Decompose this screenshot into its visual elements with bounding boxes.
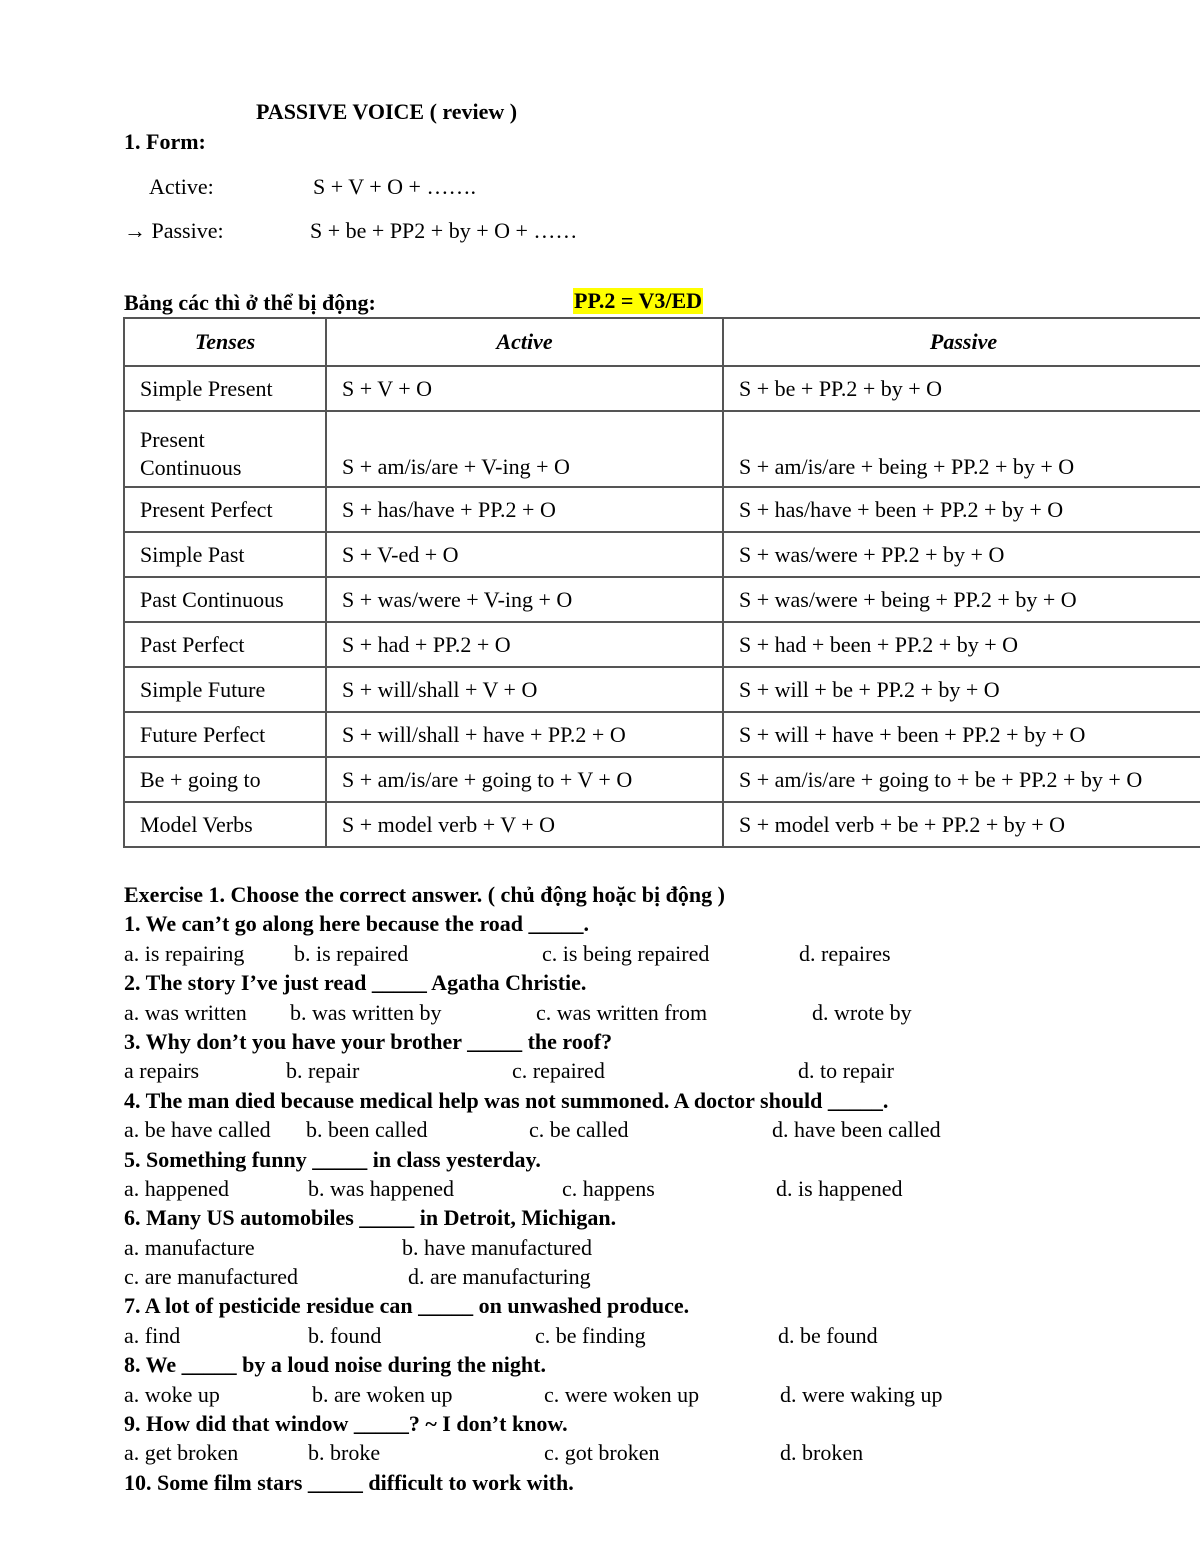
option-c[interactable]: c. is being repaired bbox=[542, 940, 710, 966]
question-4: 4. The man died because medical help was not summoned. A doctor should _____. bbox=[124, 1087, 889, 1113]
tense-cell: Be + going to bbox=[124, 757, 326, 802]
passive-cell: S + will + be + PP.2 + by + O bbox=[723, 667, 1200, 712]
passive-label: → Passive: bbox=[124, 218, 224, 243]
table-row bbox=[124, 411, 1200, 487]
option-c[interactable]: c. repaired bbox=[512, 1058, 605, 1084]
table-row bbox=[124, 667, 1200, 712]
table-row bbox=[124, 622, 1200, 667]
options-row bbox=[124, 1056, 1184, 1085]
option-d[interactable]: d. were waking up bbox=[780, 1381, 943, 1407]
exercise-section bbox=[124, 880, 1184, 1497]
option-c[interactable]: c. be called bbox=[529, 1117, 629, 1143]
options-row bbox=[124, 998, 1184, 1027]
header-tenses: Tenses bbox=[124, 318, 326, 366]
passive-cell: S + am/is/are + being + PP.2 + by + O bbox=[723, 411, 1200, 487]
option-b[interactable]: b. are woken up bbox=[312, 1381, 453, 1407]
option-a[interactable]: a repairs bbox=[124, 1058, 200, 1084]
table-row bbox=[124, 487, 1200, 532]
option-b[interactable]: b. repair bbox=[286, 1058, 360, 1084]
active-cell: S + will/shall + V + O bbox=[326, 667, 723, 712]
options-row bbox=[124, 1262, 1184, 1291]
table-row bbox=[124, 366, 1200, 411]
table-row bbox=[124, 532, 1200, 577]
option-c[interactable]: c. are manufactured bbox=[124, 1264, 299, 1290]
options-row bbox=[124, 939, 1184, 968]
options-row bbox=[124, 1233, 1184, 1262]
question-8: 8. We _____ by a loud noise during the night. bbox=[124, 1352, 546, 1378]
table-row bbox=[124, 802, 1200, 847]
active-cell: S + has/have + PP.2 + O bbox=[326, 487, 723, 532]
active-cell: S + was/were + V-ing + O bbox=[326, 577, 723, 622]
tense-cell: Past Perfect bbox=[124, 622, 326, 667]
option-b[interactable]: b. was written by bbox=[290, 999, 442, 1025]
table-heading: Bảng các thì ở thể bị động: bbox=[124, 290, 376, 315]
header-active: Active bbox=[326, 318, 723, 366]
table-row bbox=[124, 712, 1200, 757]
option-a[interactable]: a. be have called bbox=[124, 1117, 271, 1143]
tense-cell: Future Perfect bbox=[124, 712, 326, 757]
option-a[interactable]: a. woke up bbox=[124, 1381, 220, 1407]
pp-note-highlight: PP.2 = V3/ED bbox=[574, 288, 703, 313]
option-d[interactable]: d. wrote by bbox=[812, 999, 912, 1025]
active-cell: S + had + PP.2 + O bbox=[326, 622, 723, 667]
passive-formula: S + be + PP2 + by + O + …… bbox=[310, 218, 578, 243]
option-c[interactable]: c. got broken bbox=[544, 1440, 660, 1466]
active-formula: S + V + O + ……. bbox=[313, 174, 476, 199]
passive-cell: S + had + been + PP.2 + by + O bbox=[723, 622, 1200, 667]
tense-cell: Present Perfect bbox=[124, 487, 326, 532]
passive-cell: S + model verb + be + PP.2 + by + O bbox=[723, 802, 1200, 847]
tense-cell: Simple Past bbox=[124, 532, 326, 577]
options-row bbox=[124, 1380, 1184, 1409]
option-b[interactable]: b. been called bbox=[306, 1117, 428, 1143]
active-label: Active: bbox=[149, 174, 214, 199]
passive-cell: S + am/is/are + going to + be + PP.2 + by + O bbox=[723, 757, 1200, 802]
passive-cell: S + was/were + being + PP.2 + by + O bbox=[723, 577, 1200, 622]
option-b[interactable]: b. found bbox=[308, 1322, 382, 1348]
question-9: 9. How did that window _____? ~ I don’t know. bbox=[124, 1411, 568, 1437]
question-6: 6. Many US automobiles _____ in Detroit, Michigan. bbox=[124, 1205, 617, 1231]
option-a[interactable]: a. get broken bbox=[124, 1440, 239, 1466]
passive-cell: S + has/have + been + PP.2 + by + O bbox=[723, 487, 1200, 532]
options-row bbox=[124, 1321, 1184, 1350]
option-a[interactable]: a. was written bbox=[124, 999, 247, 1025]
question-1: 1. We can’t go along here because the road _____. bbox=[124, 911, 590, 937]
form-heading: 1. Form: bbox=[124, 129, 206, 154]
option-c[interactable]: c. was written from bbox=[536, 999, 708, 1025]
option-b[interactable]: b. is repaired bbox=[294, 940, 409, 966]
tense-cell: Past Continuous bbox=[124, 577, 326, 622]
question-10: 10. Some film stars _____ difficult to work with. bbox=[124, 1469, 574, 1495]
table-row bbox=[124, 577, 1200, 622]
option-b[interactable]: b. was happened bbox=[308, 1175, 455, 1201]
active-cell: S + am/is/are + V-ing + O bbox=[326, 411, 723, 487]
question-2: 2. The story I’ve just read _____ Agatha Christie. bbox=[124, 970, 587, 996]
option-d[interactable]: d. are manufacturing bbox=[408, 1264, 591, 1290]
option-a[interactable]: a. happened bbox=[124, 1175, 230, 1201]
option-d[interactable]: d. have been called bbox=[772, 1117, 941, 1143]
option-c[interactable]: c. were woken up bbox=[544, 1381, 700, 1407]
active-cell: S + will/shall + have + PP.2 + O bbox=[326, 712, 723, 757]
option-c[interactable]: c. be finding bbox=[535, 1322, 646, 1348]
tense-cell: Present Continuous bbox=[124, 411, 326, 487]
tenses-table bbox=[123, 317, 1200, 848]
option-a[interactable]: a. is repairing bbox=[124, 940, 245, 966]
question-7: 7. A lot of pesticide residue can _____ on unwashed produce. bbox=[124, 1293, 690, 1319]
options-row bbox=[124, 1438, 1184, 1467]
options-row bbox=[124, 1174, 1184, 1203]
option-d[interactable]: d. is happened bbox=[776, 1175, 903, 1201]
option-b[interactable]: b. have manufactured bbox=[402, 1234, 592, 1260]
table-header-row bbox=[124, 318, 1200, 366]
tense-cell: Simple Future bbox=[124, 667, 326, 712]
option-c[interactable]: c. happens bbox=[562, 1175, 655, 1201]
question-3: 3. Why don’t you have your brother _____ the roof? bbox=[124, 1028, 613, 1054]
active-cell: S + V-ed + O bbox=[326, 532, 723, 577]
active-cell: S + model verb + V + O bbox=[326, 802, 723, 847]
option-a[interactable]: a. find bbox=[124, 1322, 181, 1348]
passive-cell: S + was/were + PP.2 + by + O bbox=[723, 532, 1200, 577]
passive-cell: S + be + PP.2 + by + O bbox=[723, 366, 1200, 411]
table-row bbox=[124, 757, 1200, 802]
tense-cell: Simple Present bbox=[124, 366, 326, 411]
question-5: 5. Something funny _____ in class yesterday. bbox=[124, 1146, 541, 1172]
options-row bbox=[124, 1115, 1184, 1144]
tense-cell: Model Verbs bbox=[124, 802, 326, 847]
passive-cell: S + will + have + been + PP.2 + by + O bbox=[723, 712, 1200, 757]
option-b[interactable]: b. broke bbox=[308, 1440, 381, 1466]
active-cell: S + am/is/are + going to + V + O bbox=[326, 757, 723, 802]
option-d[interactable]: d. to repair bbox=[798, 1058, 894, 1084]
option-d[interactable]: d. be found bbox=[778, 1322, 878, 1348]
option-d[interactable]: d. broken bbox=[780, 1440, 864, 1466]
active-cell: S + V + O bbox=[326, 366, 723, 411]
exercise-heading: Exercise 1. Choose the correct answer. ( chủ động hoặc bị động ) bbox=[124, 882, 725, 907]
page-title: PASSIVE VOICE ( review ) bbox=[256, 99, 518, 124]
option-a[interactable]: a. manufacture bbox=[124, 1234, 255, 1260]
header-passive: Passive bbox=[723, 318, 1200, 366]
option-d[interactable]: d. repaires bbox=[799, 940, 891, 966]
